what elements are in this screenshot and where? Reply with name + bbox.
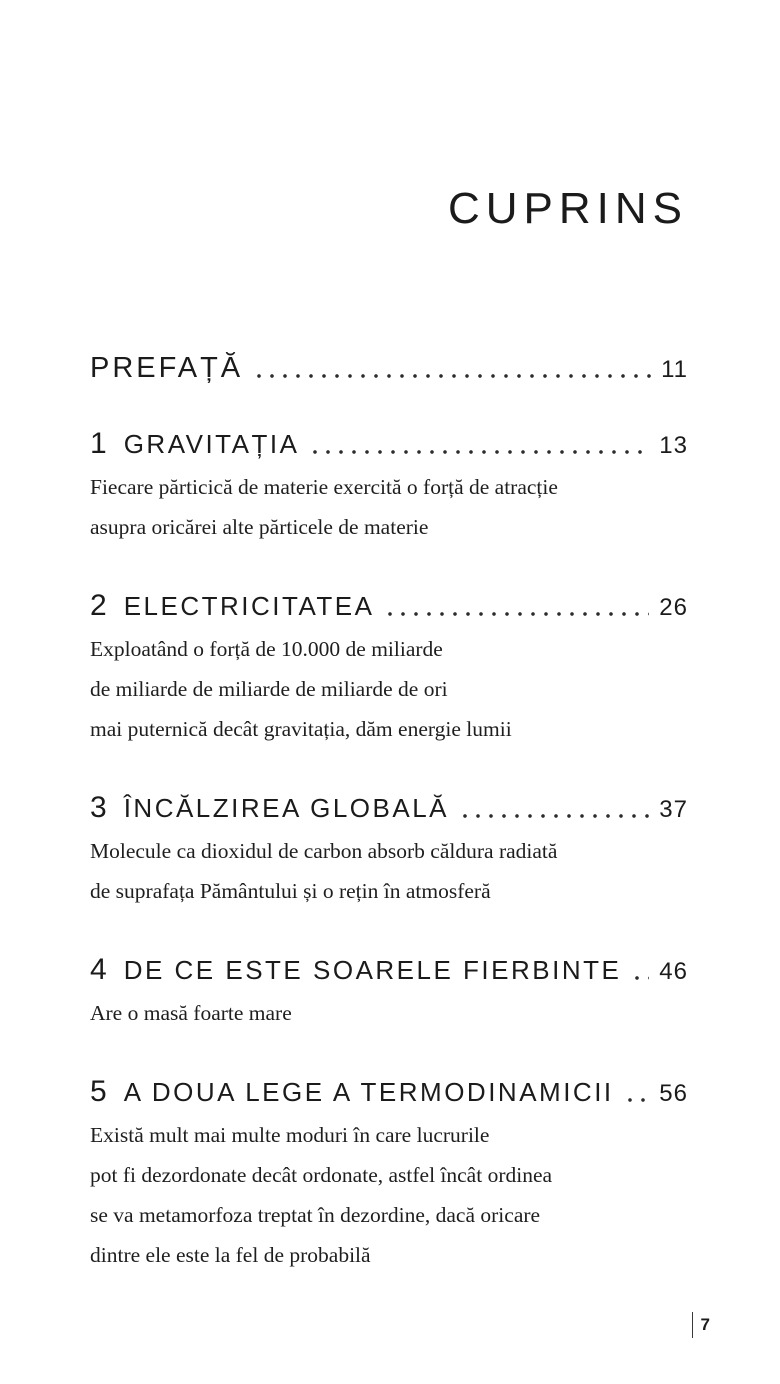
description-line: Există mult mai multe moduri în care lucrurile [90, 1123, 490, 1147]
chapter-description [90, 993, 688, 1033]
description-line: mai puternică decât gravitația, dăm energie lumii [90, 717, 512, 741]
description-line: pot fi dezordonate decât ordonate, astfel încât ordinea [90, 1163, 553, 1187]
footer-divider [692, 1312, 693, 1338]
chapter-description [90, 1115, 688, 1275]
description-line: Molecule ca dioxidul de carbon absorb căldura radiată [90, 839, 558, 863]
chapter-title: A DOUA LEGE A TERMODINAMICII [123, 1077, 614, 1107]
chapter-page-number: 46 [659, 958, 688, 985]
chapter-title: ÎNCĂLZIREA GLOBALĂ [123, 793, 450, 823]
dot-leader [388, 612, 649, 616]
toc-entry-heading [90, 791, 688, 825]
dot-leader [257, 374, 651, 378]
chapter-page-number: 56 [659, 1080, 688, 1107]
description-line: se va metamorfoza treptat în dezordine, dacă oricare [90, 1203, 541, 1227]
toc-page [0, 184, 780, 1275]
chapter-title: GRAVITAȚIA [123, 429, 300, 459]
toc-row-preface [90, 352, 688, 385]
toc-entries [90, 427, 688, 1275]
toc-entry [90, 427, 688, 547]
dot-leader [313, 450, 649, 454]
description-line: Fiecare părticică de materie exercită o forță de atracție [90, 475, 558, 499]
toc-entry-heading [90, 427, 688, 461]
chapter-number: 4 [90, 953, 107, 986]
dot-leader [635, 976, 649, 980]
preface-label: PREFAȚĂ [90, 352, 244, 384]
dot-leader [463, 814, 649, 818]
description-line: de suprafața Pământului și o rețin în atmosferă [90, 879, 491, 903]
chapter-number: 1 [90, 427, 107, 460]
folio-page-number: 7 [700, 1315, 710, 1334]
chapter-description [90, 467, 688, 547]
description-line: Are o masă foarte mare [90, 1001, 292, 1025]
toc-entry [90, 953, 688, 1033]
description-line: asupra oricărei alte părticele de materie [90, 515, 429, 539]
toc-entry-heading [90, 1075, 688, 1109]
toc-entry [90, 589, 688, 749]
chapter-page-number: 26 [659, 594, 688, 621]
page-title: CUPRINS [447, 184, 688, 233]
page-footer [692, 1312, 710, 1338]
description-line: de miliarde de miliarde de miliarde de ori [90, 677, 448, 701]
chapter-title: DE CE ESTE SOARELE FIERBINTE [123, 955, 622, 985]
chapter-number: 3 [90, 791, 107, 824]
chapter-description [90, 629, 688, 749]
chapter-page-number: 13 [659, 432, 688, 459]
toc-entry-heading [90, 589, 688, 623]
description-line: dintre ele este la fel de probabilă [90, 1243, 371, 1267]
preface-page-number: 11 [661, 356, 688, 383]
dot-leader [628, 1098, 650, 1102]
chapter-number: 5 [90, 1075, 107, 1108]
toc-entry [90, 1075, 688, 1275]
description-line: Exploatând o forță de 10.000 de miliarde [90, 637, 443, 661]
chapter-number: 2 [90, 589, 107, 622]
chapter-page-number: 37 [659, 796, 688, 823]
chapter-description [90, 831, 688, 911]
toc-entry [90, 791, 688, 911]
toc-entry-heading [90, 953, 688, 987]
chapter-title: ELECTRICITATEA [123, 591, 375, 621]
